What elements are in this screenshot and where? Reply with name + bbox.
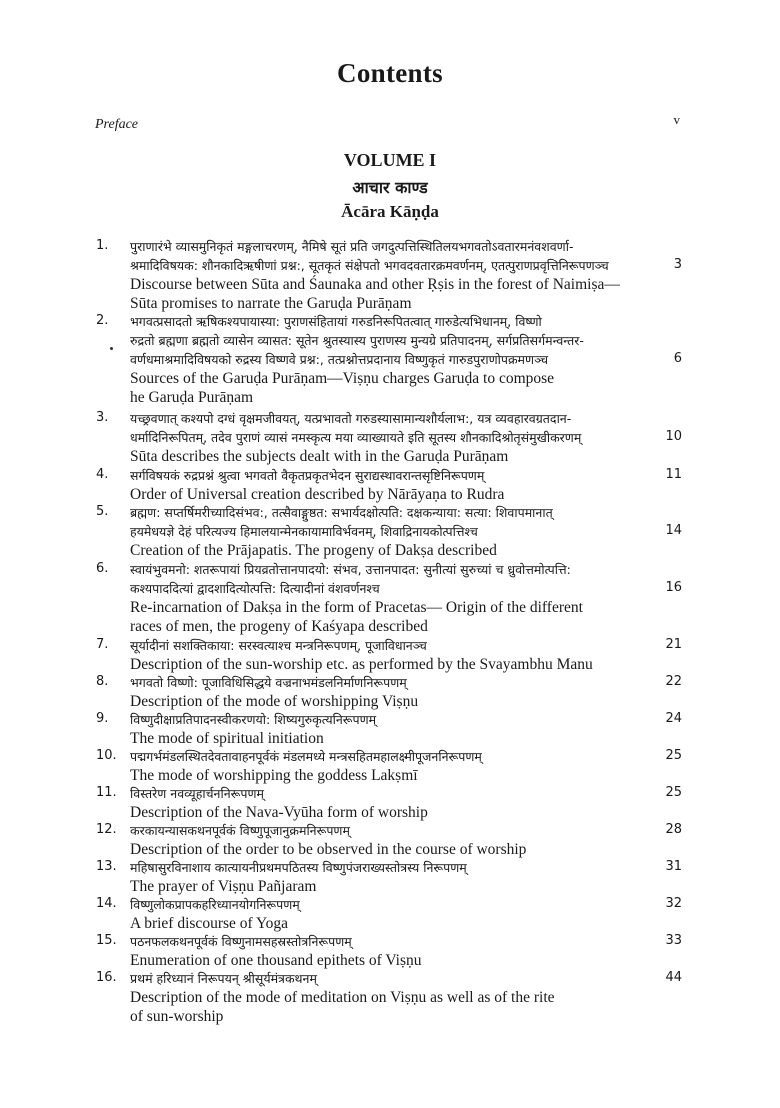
entry-number: 11. bbox=[96, 785, 117, 800]
entry-sanskrit-line: सर्गविषयकं रुद्रप्रश्नं श्रुत्वा भगवतो वैकृतप्रकृतभेदन सुराद्यस्थावरान्तसृष्टिनिरूपणम् bbox=[130, 468, 485, 483]
entry-sanskrit-line: रुद्रतो ब्रह्मणा ब्रह्मतो व्यासेन व्यासत: सूतेन श्रुतस्यास्य पुराणस्य मुन्यग्रे प्रतिपादनम्, सर्गप्रतिसर्गमन्वन्तर- bbox=[130, 333, 584, 348]
entry-sanskrit-line: धर्मादिनिरूपितम्, तदेव पुराणं व्यासं नमस्कृत्य मया व्याख्यायते इति सूतस्य शौनकादिश्रोतृसंमुखीकरणम् bbox=[130, 430, 582, 445]
entry-number: 4. bbox=[96, 467, 109, 482]
preface-page-number: v bbox=[673, 112, 680, 127]
entry-english-line: Enumeration of one thousand epithets of Viṣṇu bbox=[130, 952, 422, 969]
entry-sanskrit-line: हयमेधयज्ञे देहं परित्यज्य हिमालयान्मेनकायामाविर्भवनम्, शिवाद्रिनायकोत्पत्तिश्च bbox=[130, 524, 478, 539]
entry-sanskrit-line: पद्मगर्भमंडलस्थितदेवतावाहनपूर्वकं मंडलमध्ये मन्त्रसहितमहालक्ष्मीपूजननिरूपणम् bbox=[130, 749, 482, 764]
entry-number: 13. bbox=[96, 859, 117, 874]
entry-english-line: A brief discourse of Yoga bbox=[130, 915, 288, 932]
entry-page-number: 16 bbox=[665, 580, 682, 595]
section-heading-romanized: Ācāra Kāṇḍa bbox=[341, 202, 439, 221]
entry-english-line: of sun-worship bbox=[130, 1008, 224, 1025]
entry-english-line: Description of the mode of worshipping Viṣṇu bbox=[130, 693, 419, 710]
entry-english-line: Description of the mode of meditation on Viṣṇu as well as of the rite bbox=[130, 989, 555, 1006]
entry-sanskrit-line: प्रथमं हरिध्यानं निरूपयन् श्रीसूर्यमंत्रकथनम् bbox=[130, 971, 317, 986]
entry-english-line: he Garuḍa Purāṇam bbox=[130, 389, 254, 406]
entry-english-line: Description of the sun-worship etc. as performed by the Svayambhu Manu bbox=[130, 656, 593, 673]
entry-page-number: 24 bbox=[665, 711, 682, 726]
entry-page-number: 32 bbox=[665, 896, 682, 911]
entry-english-line: Sūta describes the subjects dealt with in the Garuḍa Purāṇam bbox=[130, 448, 509, 465]
entry-english-line: Description of the order to be observed in the course of worship bbox=[130, 841, 527, 858]
entry-sanskrit-line: विस्तरेण नवव्यूहार्चननिरूपणम् bbox=[130, 786, 264, 801]
entry-english-line: Re-incarnation of Dakṣa in the form of Pracetas— Origin of the different bbox=[130, 599, 583, 616]
entry-page-number: 14 bbox=[665, 523, 682, 538]
entry-number: 3. bbox=[96, 410, 109, 425]
entry-number: 15. bbox=[96, 933, 117, 948]
entry-sanskrit-line: ब्रह्मण: सप्तर्षिमरीच्यादिसंभव:, तत्सैवाङ्गुष्ठत: सभार्यदक्षोत्पति: दक्षकन्याया: सत्या: शिवापमानात् bbox=[130, 505, 553, 520]
entry-page-number: 33 bbox=[665, 933, 682, 948]
entry-english-line: Sources of the Garuḍa Purāṇam—Viṣṇu charges Garuḍa to compose bbox=[130, 370, 555, 387]
entry-page-number: 28 bbox=[665, 822, 682, 837]
entry-english-line: Discourse between Sūta and Śaunaka and other Ṛṣis in the forest of Naimiṣa— bbox=[130, 276, 620, 293]
entry-number: 8. bbox=[96, 674, 109, 689]
entry-page-number: 10 bbox=[665, 429, 682, 444]
entry-english-line: The mode of worshipping the goddess Lakṣmī bbox=[130, 767, 418, 784]
entry-number: 2. bbox=[96, 313, 109, 328]
entry-sanskrit-line: पठनफलकथनपूर्वकं विष्णुनामसहस्रस्तोत्रनिरूपणम् bbox=[130, 934, 352, 949]
entry-sanskrit-line: महिषासुरविनाशाय कात्यायनीप्रथमपठितस्य विष्णुपंजराख्यस्तोत्रस्य निरूपणम् bbox=[130, 860, 467, 875]
entry-english-line: The mode of spiritual initiation bbox=[130, 730, 324, 747]
entry-number: 7. bbox=[96, 637, 109, 652]
entry-number: 5. bbox=[96, 504, 109, 519]
entry-sanskrit-line: भगवत्प्रसादतो ऋषिकश्यपायास्या: पुराणसंहितायां गरुडनिरूपितत्वात् गारुडेत्यभिधानम्, विष्णो bbox=[130, 314, 542, 329]
preface-label: Preface bbox=[95, 117, 139, 132]
entry-sanskrit-line: सूर्यादीनां सशक्तिकाया: सरस्वत्याश्च मन्त्रनिरूपणम्, पूजाविधानञ्च bbox=[130, 638, 427, 653]
entry-page-number: 31 bbox=[665, 859, 682, 874]
entry-sanskrit-line: श्रमादिविषयक: शौनकादिऋषीणां प्रश्न:, सूतकृतं संक्षेपतो भगवदवतारक्रमवर्णनम्, एतत्पुराणप्रवृत्तिनिरूपणञ्च bbox=[130, 258, 609, 273]
stray-dot-mark bbox=[110, 347, 113, 350]
entry-sanskrit-line: स्वायंभुवमनो: शतरूपायां प्रियव्रतोत्तानपादयो: संभव, उत्तानपादत: सुनीत्यां सुरुच्यां च ध्रुवोत्तमोत्पत्ति: bbox=[130, 562, 571, 577]
entry-page-number: 3 bbox=[673, 257, 682, 272]
entry-page-number: 6 bbox=[673, 351, 682, 366]
entry-english-line: The prayer of Viṣṇu Pañjaram bbox=[130, 878, 317, 895]
entry-page-number: 11 bbox=[665, 467, 682, 482]
entry-page-number: 22 bbox=[665, 674, 682, 689]
entry-sanskrit-line: भगवतो विष्णो: पूजाविधिसिद्धये वज्रनाभमंडलनिर्माणनिरूपणम् bbox=[130, 675, 407, 690]
entry-page-number: 25 bbox=[665, 748, 682, 763]
entry-number: 10. bbox=[96, 748, 117, 763]
section-heading-devanagari: आचार काण्ड bbox=[352, 178, 428, 197]
entry-sanskrit-line: विष्णुलोकप्रापकहरिध्यानयोगनिरूपणम् bbox=[130, 897, 300, 912]
entry-sanskrit-line: पुराणारंभे व्यासमुनिकृतं मङ्गलाचरणम्, नैमिषे सूतं प्रति जगदुत्पत्तिस्थितिलयभगवतोऽवतारमनंवशवर्णा- bbox=[130, 239, 574, 254]
entry-english-line: Creation of the Prājapatis. The progeny of Dakṣa described bbox=[130, 542, 497, 559]
entry-number: 14. bbox=[96, 896, 117, 911]
page-title: Contents bbox=[337, 58, 443, 88]
entry-sanskrit-line: यच्छ्रवणात् कश्यपो दग्धं वृक्षमजीवयत्, यत्प्रभावतो गरुडस्यासामान्यशौर्यलाभ:, यत्र व्यवहारवग्रतदान- bbox=[130, 411, 572, 426]
entry-sanskrit-line: वर्णधमाश्रमादिविषयको रुद्रस्य विष्णवे प्रश्न:, तत्प्रश्नोत्तप्रदानाय विष्णुकृतं गारुडपुराणोपक्रमणञ्च bbox=[130, 352, 549, 367]
entry-sanskrit-line: करकायन्यासकथनपूर्वकं विष्णुपूजानुक्रमनिरूपणम् bbox=[130, 823, 350, 838]
entry-number: 6. bbox=[96, 561, 109, 576]
entry-sanskrit-line: कश्यपाददित्यां द्वादशादित्योत्पत्ति: दित्यादीनां वंशवर्णनश्च bbox=[130, 581, 380, 596]
entry-number: 1. bbox=[96, 238, 109, 253]
entry-english-line: Order of Universal creation described by Nārāyaṇa to Rudra bbox=[130, 486, 505, 503]
entry-number: 12. bbox=[96, 822, 117, 837]
volume-heading: VOLUME I bbox=[343, 150, 437, 170]
entry-english-line: Description of the Nava-Vyūha form of worship bbox=[130, 804, 428, 821]
entry-number: 16. bbox=[96, 970, 117, 985]
entry-english-line: races of men, the progeny of Kaśyapa described bbox=[130, 618, 428, 635]
entry-number: 9. bbox=[96, 711, 109, 726]
entry-sanskrit-line: विष्णुदीक्षाप्रतिपादनस्वीकरणयो: शिष्यगुरुकृत्यनिरूपणम् bbox=[130, 712, 377, 727]
entry-page-number: 21 bbox=[665, 637, 682, 652]
entry-page-number: 25 bbox=[665, 785, 682, 800]
entry-page-number: 44 bbox=[665, 970, 682, 985]
entry-english-line: Sūta promises to narrate the Garuḍa Purāṇam bbox=[130, 295, 412, 312]
